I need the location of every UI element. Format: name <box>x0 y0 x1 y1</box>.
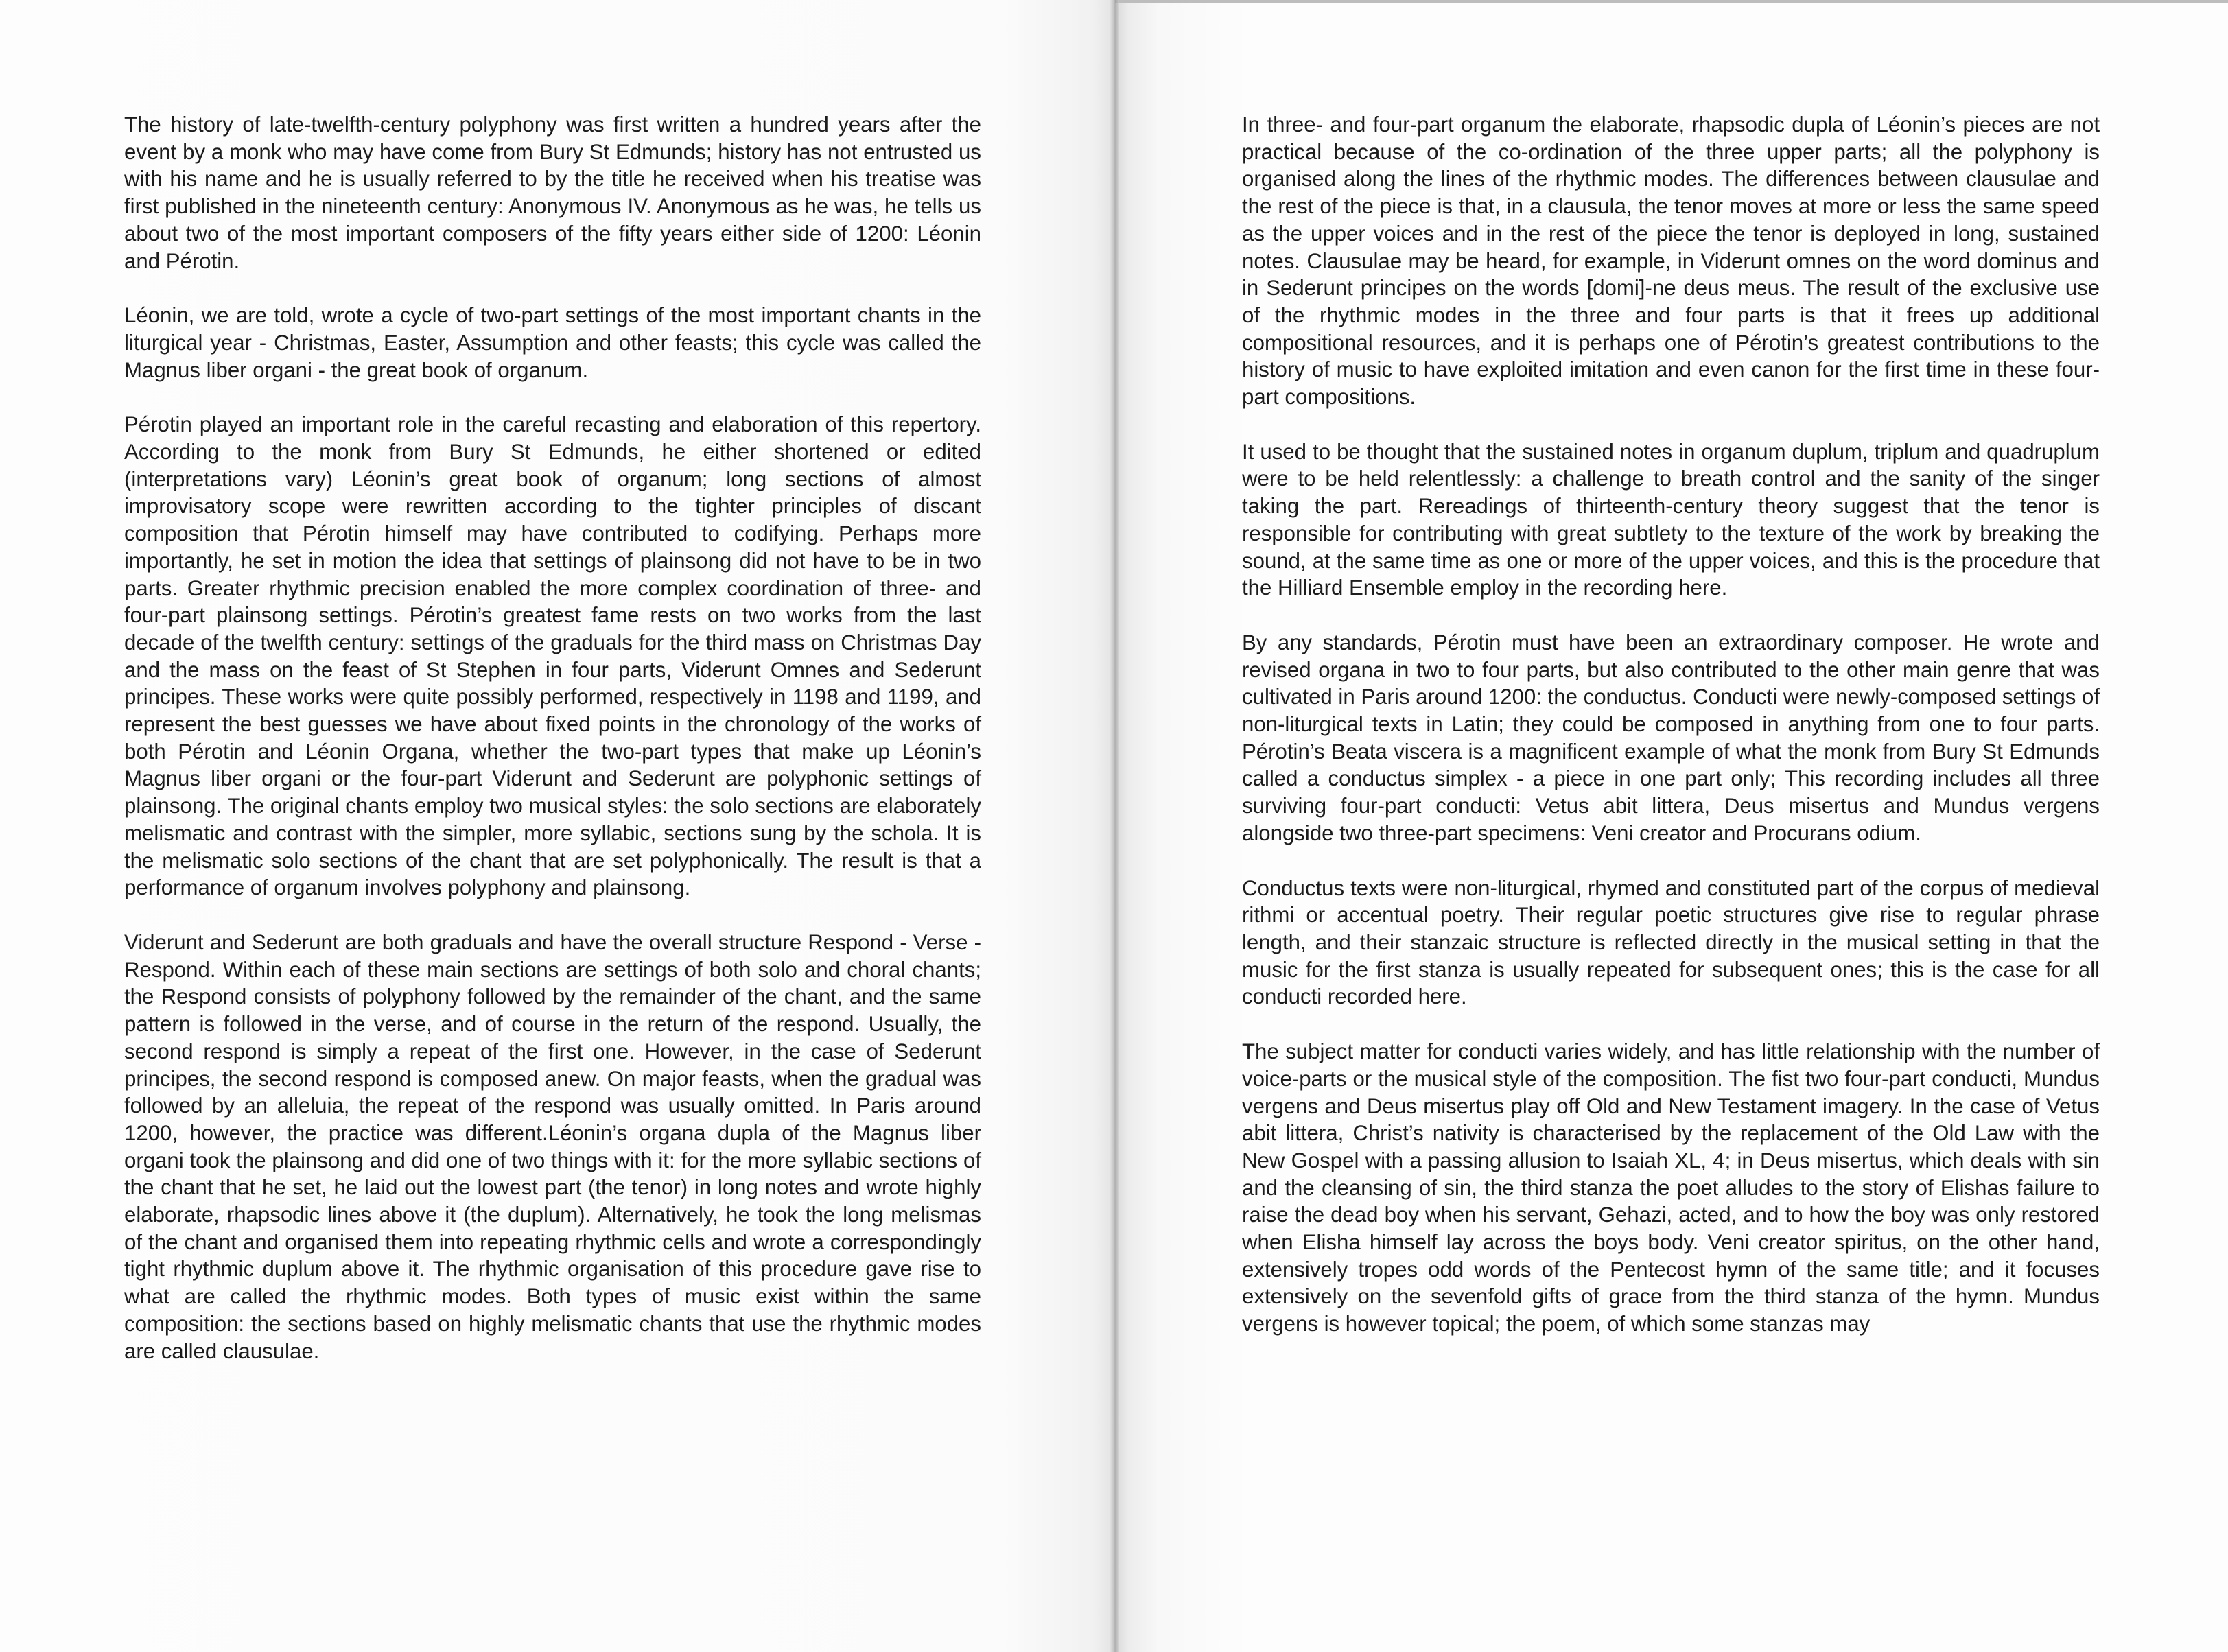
page-gutter <box>1110 0 1119 1652</box>
paragraph: Conductus texts were non-liturgical, rhymed and constituted part of the corpus of medieval rithmi or accentual poetry. Their regular poetic structures give rise to regular phrase length, and their stanzaic structure is reflected directly in the musical setting in that the music for the first stanza is usually repeated for subsequent ones; this is the case for all conducti recorded here. <box>1242 875 2100 1009</box>
paragraph: Viderunt and Sederunt are both graduals and have the overall structure Respond - Verse - Respond. Within each of these main sections are settings of both solo and choral chants; the Respond consists of polyphony followed by the remainder of the chant, and the same pattern is followed in the verse, and of course in the return of the respond. Usually, the second respond is simply a repeat of the first one. However, in the case of Sederunt principes, the second respond is composed anew. On major feasts, when the gradual was followed by an alleluia, the repeat of the respond was usually omitted. In Paris around 1200, however, the practice was different.Léonin’s organa dupla of the Magnus liber organi took the plainsong and did one of two things with it: for the more syllabic sections of the chant that he set, he laid out the lowest part (the tenor) in long notes and wrote highly elaborate, rhapsodic lines above it (the duplum). Alternatively, he took the long melismas of the chant and organised them into repeating rhythmic cells and wrote a correspondingly tight rhythmic duplum above it. The rhythmic organisation of this procedure gave rise to what are called the rhythmic modes. Both types of music exist within the same composition: the sections based on highly melismatic chants that use the rhythmic modes are called clausulae. <box>124 930 981 1363</box>
paragraph: Pérotin played an important role in the careful recasting and elaboration of this repertory. According to the monk from Bury St Edmunds, he either shortened or edited (interpretations vary) Léonin’s great book of organum; long sections of almost improvisatory scope were rewritten according to the tighter principles of discant composition that Pérotin himself may have contributed to codifying. Perhaps more importantly, he set in motion the idea that settings of plainsong did not have to be in two parts. Greater rhythmic precision enabled the more complex coordination of three- and four-part plainsong settings. Pérotin’s greatest fame rests on two works from the last decade of the twelfth century: settings of the graduals for the third mass on Christmas Day and the mass on the feast of St Stephen in four parts, Viderunt Omnes and Sederunt principes. These works were quite possibly performed, respectively in 1198 and 1199, and represent the best guesses we have about fixed points in the chronology of the works of both Pérotin and Léonin Organa, whether the two-part types that make up Léonin’s Magnus liber organi or the four-part Viderunt and Sederunt are polyphonic settings of plainsong. The original chants employ two musical styles: the solo sections are elaborately melismatic and contrast with the simpler, more syllabic, sections sung by the schola. It is the melismatic solo sections of the chant that are set polyphonically. The result is that a performance of organum involves polyphony and plainsong. <box>124 412 981 900</box>
paragraph: Léonin, we are told, wrote a cycle of two-part settings of the most important chants in the liturgical year - Christmas, Easter, Assumption and other feasts; this cycle was called the Magnus liber organi - the great book of organum. <box>124 303 981 382</box>
paragraph: By any standards, Pérotin must have been an extraordinary composer. He wrote and revised organa in two to four parts, but also contributed to the other main genre that was cultivated in Paris around 1200: the conductus. Conducti were newly-composed settings of non-liturgical texts in Latin; they could be composed in anything from one to four parts. Pérotin’s Beata viscera is a magnificent example of what the monk from Bury St Edmunds called a conductus simplex - a piece in one part only; This recording includes all three surviving four-part conducti: Vetus abit littera, Deus misertus and Mundus vergens alongside two three-part specimens: Veni creator and Procurans odium. <box>1242 630 2100 845</box>
paragraph: In three- and four-part organum the elaborate, rhapsodic dupla of Léonin’s pieces are not practical because of the co-ordination of the three upper parts; all the polyphony is organised along the lines of the rhythmic modes. The differences between clausulae and the rest of the piece is that, in a clausula, the tenor moves at more or less the same speed as the upper voices and in the rest of the piece the tenor is deployed in long, sustained notes. Clausulae may be heard, for example, in Viderunt omnes on the word dominus and in Sederunt principes on the words [domi]-ne deus meus. The result of the exclusive use of the rhythmic modes in the three and four parts is that it frees up additional compositional resources, and it is perhaps one of Pérotin’s greatest contributions to the history of music to have exploited imitation and even canon for the first time in these four-part compositions. <box>1242 113 2100 410</box>
paragraph: It used to be thought that the sustained notes in organum duplum, triplum and quadruplum were to be held relentlessly: a challenge to breath control and the sanity of the singer taking the part. Rereadings of thirteenth-century theory suggest that the tenor is responsible for contributing with great subtlety to the texture of the work by breaking the sound, at the same time as one or more of the upper voices, and this is the procedure that the Hilliard Ensemble employ in the recording here. <box>1242 439 2100 600</box>
right-page <box>1115 0 2228 1652</box>
paragraph: The subject matter for conducti varies widely, and has little relationship with the number of voice-parts or the musical style of the composition. The fist two four-part conducti, Mundus vergens and Deus misertus play off Old and New Testament imagery. In the case of Vetus abit littera, Christ’s nativity is characterised by the replacement of the Old Law with the New Gospel with a passing allusion to Isaiah XL, 4; in Deus misertus, which deals with sin and the cleansing of sin, the third stanza the poet alludes to the story of Elishas failure to raise the dead boy when his servant, Gehazi, acted, and to how the boy was only restored when Elisha himself lay across the boys body. Veni creator spiritus, on the other hand, extensively tropes odd words of the Pentecost hymn of the same title; and it focuses extensively on the sevenfold gifts of grace from the third stanza of the hymn. Mundus vergens is however topical; the poem, of which some stanzas may <box>1242 1039 2100 1336</box>
right-text-column <box>1242 111 2100 1338</box>
paragraph: The history of late-twelfth-century polyphony was first written a hundred years after the event by a monk who may have come from Bury St Edmunds; history has not entrusted us with his name and he is usually referred to by the title he received when his treatise was first published in the nineteenth century: Anonymous IV. Anonymous as he was, he tells us about two of the most important composers of the fifty years either side of 1200: Léonin and Pérotin. <box>124 113 981 273</box>
left-text-column <box>124 111 981 1365</box>
